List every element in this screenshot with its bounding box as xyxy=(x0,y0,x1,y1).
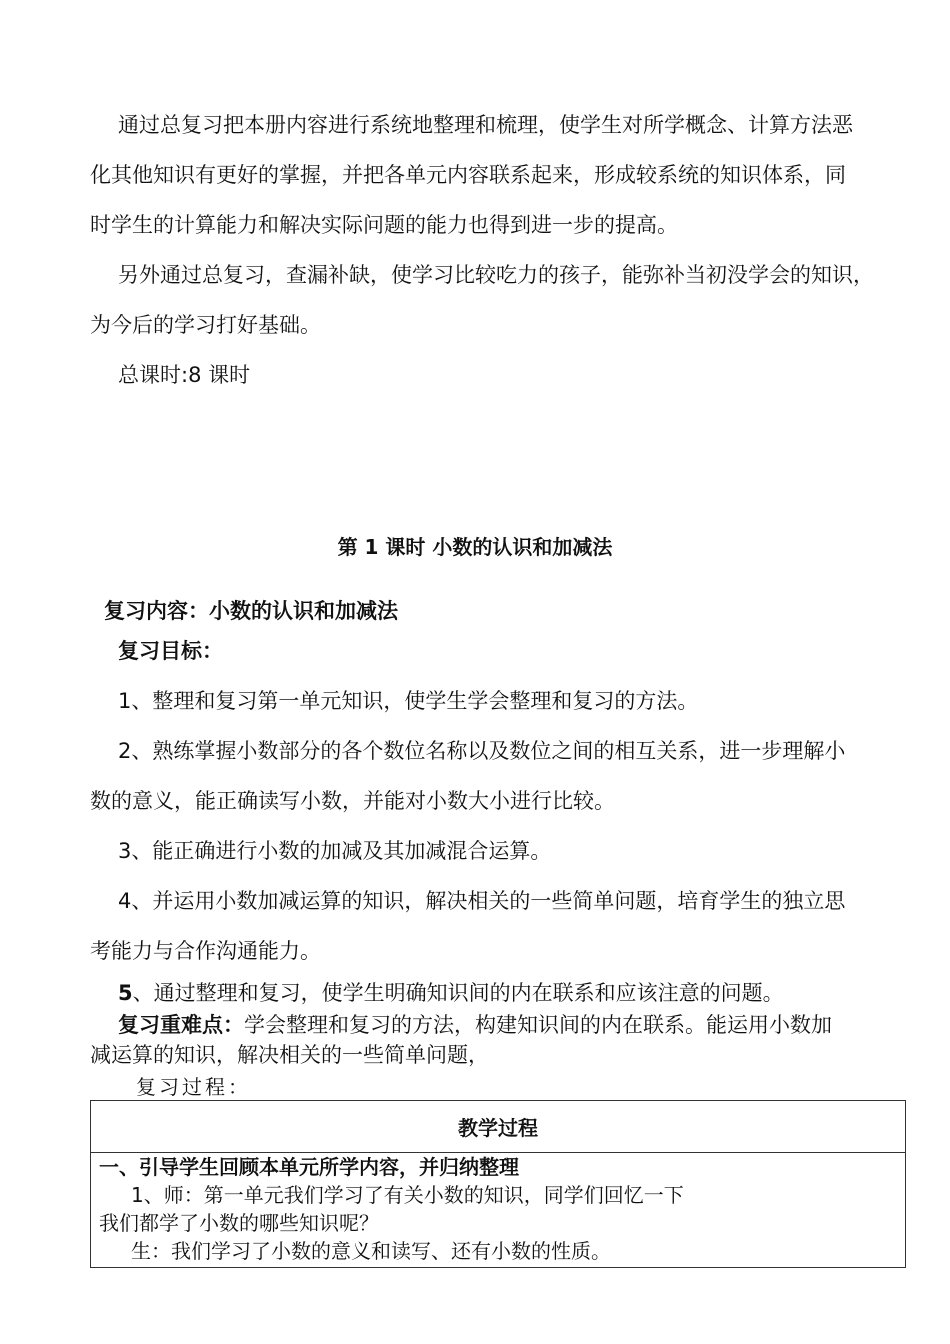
intro-p2-line-2: 为今后的学习打好基础。 xyxy=(90,313,321,337)
lesson-title: 第 1 课时 小数的认识和加减法 xyxy=(337,535,613,559)
key-points-line-2: 减运算的知识，解决相关的一些简单问题， xyxy=(90,1043,489,1067)
goal-5-number: 5 xyxy=(118,981,133,1005)
review-content: 复习内容：小数的认识和加减法 xyxy=(104,599,398,623)
intro-p1-line-2: 化其他知识有更好的掌握，并把各单元内容联系起来，形成较系统的知识体系，同 xyxy=(90,163,846,187)
key-points-text-1: 学会整理和复习的方法，构建知识间的内在联系。能运用小数加 xyxy=(244,1013,832,1037)
goal-4-line-1: 4、并运用小数加减运算的知识，解决相关的一些简单问题，培育学生的独立思 xyxy=(118,889,846,913)
goal-4-line-2: 考能力与合作沟通能力。 xyxy=(90,939,321,963)
key-points-label: 复习重难点： xyxy=(118,1013,244,1037)
table-header: 教学过程 xyxy=(91,1101,905,1153)
goal-5 xyxy=(118,978,784,1008)
table-line-3: 生：我们学习了小数的意义和读写、还有小数的性质。 xyxy=(131,1239,611,1263)
table-section-heading: 一、引导学生回顾本单元所学内容，并归纳整理 xyxy=(99,1155,519,1179)
intro-p1-line-1: 通过总复习把本册内容进行系统地整理和梳理，使学生对所学概念、计算方法恶 xyxy=(118,113,853,137)
goal-3: 3、能正确进行小数的加减及其加减混合运算。 xyxy=(118,839,552,863)
goal-2-line-1: 2、熟练掌握小数部分的各个数位名称以及数位之间的相互关系，进一步理解小 xyxy=(118,739,846,763)
intro-p2-line-1: 另外通过总复习，查漏补缺，使学习比较吃力的孩子，能弥补当初没学会的知识， xyxy=(118,263,874,287)
total-hours: 总课时:8 课时 xyxy=(118,363,251,387)
goal-2-line-2: 数的意义，能正确读写小数，并能对小数大小进行比较。 xyxy=(90,789,615,813)
intro-p1-line-3: 时学生的计算能力和解决实际问题的能力也得到进一步的提高。 xyxy=(90,213,678,237)
goal-1: 1、整理和复习第一单元知识，使学生学会整理和复习的方法。 xyxy=(118,689,699,713)
goals-heading: 复习目标： xyxy=(118,639,223,663)
process-label: 复习过程： xyxy=(136,1075,251,1099)
table-line-2: 我们都学了小数的哪些知识呢？ xyxy=(99,1211,379,1235)
table-line-1: 1、师：第一单元我们学习了有关小数的知识，同学们回忆一下 xyxy=(131,1183,684,1207)
goal-5-text: 、通过整理和复习，使学生明确知识间的内在联系和应该注意的问题。 xyxy=(132,981,784,1005)
teaching-process-table xyxy=(90,1100,906,1268)
key-points-line-1 xyxy=(118,1010,832,1040)
